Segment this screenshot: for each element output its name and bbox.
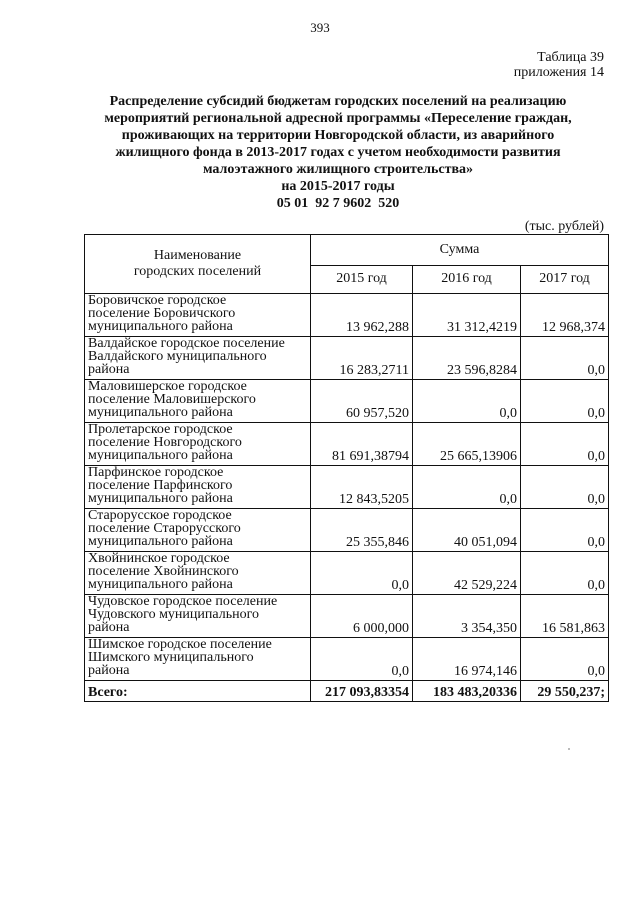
settlement-name-line: муниципального района bbox=[88, 491, 233, 506]
settlement-name-line: Хвойнинское городское bbox=[88, 551, 230, 566]
table-label-appendix: приложения 14 bbox=[513, 65, 604, 80]
settlement-name-line: поселение Маловишерского bbox=[88, 392, 256, 407]
amount-cell: 0,0 bbox=[311, 638, 413, 681]
settlement-name-header bbox=[85, 235, 311, 294]
total-label: Всего: bbox=[85, 681, 311, 702]
table-row bbox=[85, 380, 609, 423]
amount-cell: 0,0 bbox=[521, 337, 609, 380]
table-row bbox=[85, 638, 609, 681]
year-header: 2017 год bbox=[521, 265, 609, 293]
year-header: 2016 год bbox=[413, 265, 521, 293]
settlement-name-line: Чудовское городское поселение bbox=[88, 594, 278, 609]
settlement-name-line: Пролетарское городское bbox=[88, 422, 233, 437]
amount-cell: 3 354,350 bbox=[413, 595, 521, 638]
amount-cell: 0,0 bbox=[521, 466, 609, 509]
amount-cell: 16 283,2711 bbox=[311, 337, 413, 380]
settlement-name-line: Шимского муниципального bbox=[88, 650, 254, 665]
units-label: (тыс. рублей) bbox=[524, 219, 604, 234]
title-line: жилищного фонда в 2013-2017 годах с учетом необходимости развития bbox=[115, 145, 561, 160]
table-label bbox=[514, 50, 604, 80]
amount-cell: 12 843,5205 bbox=[311, 466, 413, 509]
settlement-name bbox=[85, 380, 311, 423]
title-line: малоэтажного жилищного строительства» bbox=[202, 162, 474, 177]
scan-speck bbox=[568, 748, 570, 750]
settlement-name bbox=[85, 595, 311, 638]
table-label-number: Таблица 39 bbox=[537, 50, 604, 65]
amount-cell: 0,0 bbox=[413, 380, 521, 423]
amount-cell: 31 312,4219 bbox=[413, 294, 521, 337]
table-row bbox=[85, 337, 609, 380]
amount-cell: 0,0 bbox=[521, 509, 609, 552]
settlement-name-line: Парфинское городское bbox=[88, 465, 224, 480]
header-line: Наименование bbox=[153, 248, 242, 263]
amount-cell: 40 051,094 bbox=[413, 509, 521, 552]
amount-cell: 0,0 bbox=[521, 552, 609, 595]
amount-cell: 0,0 bbox=[521, 380, 609, 423]
settlement-name-line: муниципального района bbox=[88, 319, 233, 334]
document-title bbox=[78, 93, 598, 212]
amount-cell: 23 596,8284 bbox=[413, 337, 521, 380]
sum-header: Сумма bbox=[311, 235, 609, 266]
table-row bbox=[85, 294, 609, 337]
page-number: 393 bbox=[310, 20, 330, 35]
table-row bbox=[85, 423, 609, 466]
settlement-name-line: района bbox=[88, 663, 130, 678]
settlement-name-line: муниципального района bbox=[88, 577, 233, 592]
settlement-name-line: Валдайское городское поселение bbox=[88, 336, 285, 351]
amount-cell: 16 581,863 bbox=[521, 595, 609, 638]
settlement-name-line: Старорусское городское bbox=[88, 508, 232, 523]
amount-cell: 12 968,374 bbox=[521, 294, 609, 337]
title-period: на 2015-2017 годы bbox=[281, 179, 395, 194]
total-value: 217 093,83354 bbox=[311, 681, 413, 702]
amount-cell: 81 691,38794 bbox=[311, 423, 413, 466]
title-line: проживающих на территории Новгородской области, из аварийного bbox=[121, 128, 555, 143]
settlement-name-line: муниципального района bbox=[88, 448, 233, 463]
settlement-name bbox=[85, 466, 311, 509]
settlement-name bbox=[85, 509, 311, 552]
settlement-name-line: поселение Хвойнинского bbox=[88, 564, 239, 579]
amount-cell: 13 962,288 bbox=[311, 294, 413, 337]
settlement-name-line: поселение Боровичского bbox=[88, 306, 236, 321]
amount-cell: 0,0 bbox=[413, 466, 521, 509]
settlement-name-line: муниципального района bbox=[88, 534, 233, 549]
settlement-name-line: поселение Старорусского bbox=[88, 521, 241, 536]
total-value: 183 483,20336 bbox=[413, 681, 521, 702]
table-row bbox=[85, 595, 609, 638]
amount-cell: 6 000,000 bbox=[311, 595, 413, 638]
settlement-name bbox=[85, 638, 311, 681]
settlement-name-line: Боровичское городское bbox=[88, 293, 227, 308]
total-row bbox=[85, 681, 609, 702]
amount-cell: 0,0 bbox=[521, 423, 609, 466]
title-line: Распределение субсидий бюджетам городских поселений на реализацию bbox=[109, 94, 567, 109]
amount-cell: 25 665,13906 bbox=[413, 423, 521, 466]
settlement-name bbox=[85, 552, 311, 595]
settlement-name bbox=[85, 294, 311, 337]
settlement-name-line: Чудовского муниципального bbox=[88, 607, 259, 622]
settlement-name bbox=[85, 423, 311, 466]
header-line: городских поселений bbox=[133, 264, 262, 279]
settlement-name-line: муниципального района bbox=[88, 405, 233, 420]
settlement-name bbox=[85, 337, 311, 380]
table-row bbox=[85, 509, 609, 552]
settlement-name-line: района bbox=[88, 362, 130, 377]
amount-cell: 25 355,846 bbox=[311, 509, 413, 552]
budget-code: 05 01 92 7 9602 520 bbox=[276, 196, 400, 211]
settlement-name-line: Валдайского муниципального bbox=[88, 349, 267, 364]
settlement-name-line: Шимское городское поселение bbox=[88, 637, 272, 652]
settlement-name-line: поселение Новгородского bbox=[88, 435, 242, 450]
settlement-name-line: поселение Парфинского bbox=[88, 478, 233, 493]
settlement-name-line: района bbox=[88, 620, 130, 635]
amount-cell: 0,0 bbox=[521, 638, 609, 681]
subsidy-table bbox=[84, 234, 609, 702]
year-header: 2015 год bbox=[311, 265, 413, 293]
table-row bbox=[85, 466, 609, 509]
amount-cell: 16 974,146 bbox=[413, 638, 521, 681]
title-line: мероприятий региональной адресной программы «Переселение граждан, bbox=[104, 111, 572, 126]
amount-cell: 60 957,520 bbox=[311, 380, 413, 423]
total-value: 29 550,237; bbox=[521, 681, 609, 702]
amount-cell: 0,0 bbox=[311, 552, 413, 595]
settlement-name-line: Маловишерское городское bbox=[88, 379, 247, 394]
amount-cell: 42 529,224 bbox=[413, 552, 521, 595]
table-row bbox=[85, 552, 609, 595]
